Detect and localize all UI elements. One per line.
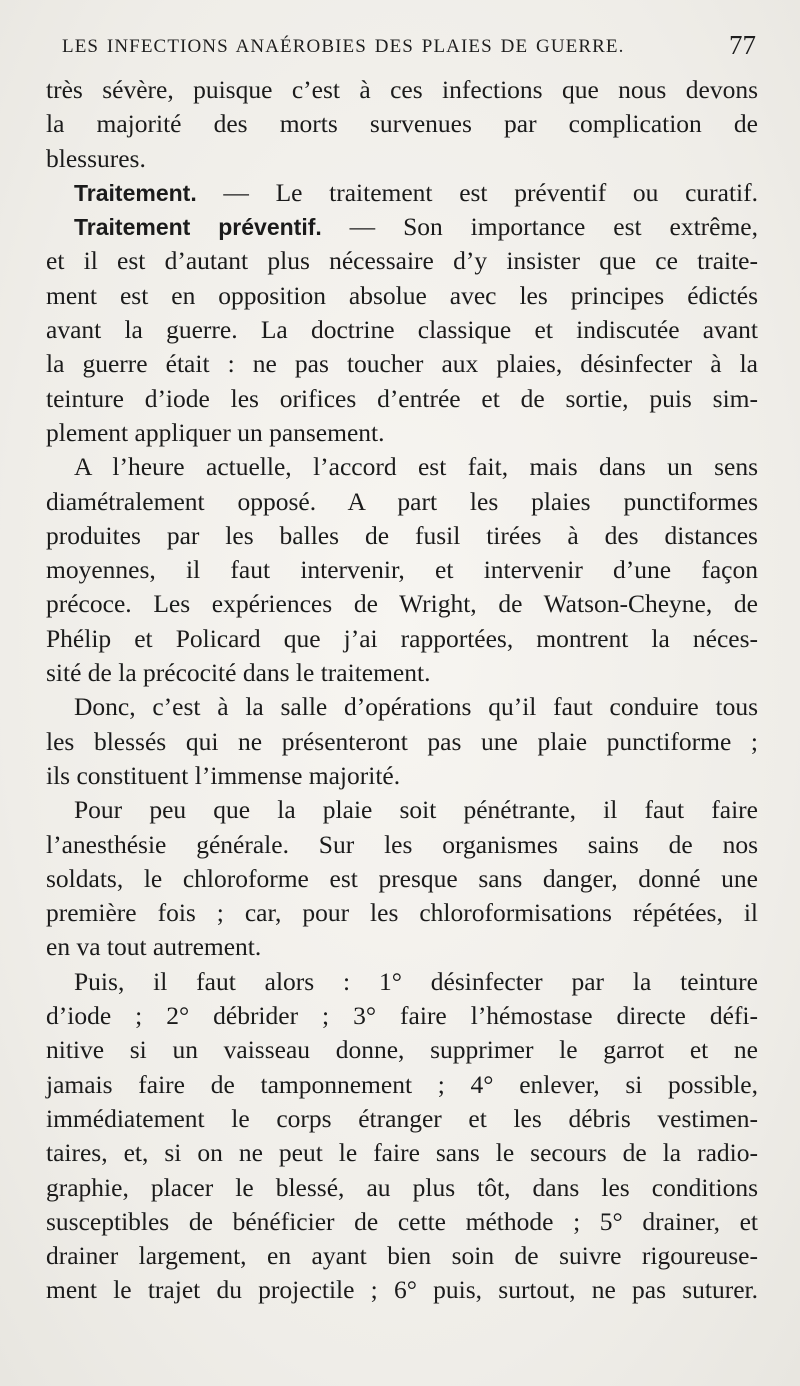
text-line: soldats, le chloroforme est presque sans danger, donné une — [46, 863, 758, 893]
section-heading-line: Traitement préventif. — Son importance est extrême, — [74, 212, 758, 242]
text-line: Puis, il faut alors : 1° désinfecter par la teinture — [74, 966, 758, 996]
text-line: A l’heure actuelle, l’accord est fait, mais dans un sens — [74, 452, 758, 482]
text-line: ment est en opposition absolue avec les principes édictés — [46, 280, 758, 310]
text-line: l’anesthésie générale. Sur les organismes sains de nos — [46, 829, 758, 859]
text-line: moyennes, il faut intervenir, et intervenir d’une façon — [46, 555, 758, 585]
section-heading: Traitement préventif. — [74, 214, 322, 241]
page-number: 77 — [729, 30, 756, 60]
text-line: graphie, placer le blessé, au plus tôt, dans les conditions — [46, 1172, 758, 1202]
text-line: sité de la précocité dans le traitement. — [46, 658, 431, 688]
text-line: taires, et, si on ne peut le faire sans le secours de la radio- — [46, 1138, 758, 1168]
text-line: très sévère, puisque c’est à ces infections que nous devons — [46, 75, 758, 104]
section-heading-line: Traitement. — Le traitement est préventif ou curatif. — [74, 177, 758, 207]
text-line: nitive si un vaisseau donne, supprimer le garrot et ne — [46, 1035, 758, 1065]
text-line: avant la guerre. La doctrine classique et indiscutée avant — [46, 315, 758, 345]
text-line: et il est d’autant plus nécessaire d’y insister que ce traite- — [46, 246, 758, 276]
text-line: les blessés qui ne présenteront pas une plaie punctiforme ; — [46, 726, 758, 756]
text-line: Pour peu que la plaie soit pénétrante, il faut faire — [74, 795, 758, 825]
text-line: la majorité des morts survenues par complication de — [46, 109, 758, 139]
text-line: ment le trajet du projectile ; 6° puis, surtout, ne pas suturer. — [46, 1275, 758, 1305]
text-line: immédiatement le corps étranger et les débris vestimen- — [46, 1103, 758, 1133]
text-line: jamais faire de tamponnement ; 4° enlever, si possible, — [46, 1069, 758, 1099]
text-line: précoce. Les expériences de Wright, de Watson-Cheyne, de — [46, 589, 758, 619]
text-line: teinture d’iode les orifices d’entrée et de sortie, puis sim- — [46, 383, 758, 413]
text-line: la guerre était : ne pas toucher aux plaies, désinfecter à la — [46, 349, 758, 379]
text-line: en va tout autrement. — [46, 932, 262, 962]
text-line: première fois ; car, pour les chloroformisations répétées, il — [46, 898, 758, 928]
text-line: Donc, c’est à la salle d’opérations qu’il faut conduire tous — [74, 692, 758, 722]
running-title: LES INFECTIONS ANAÉROBIES DES PLAIES DE GUERRE. — [62, 36, 625, 57]
text-line: Phélip et Policard que j’ai rapportées, montrent la néces- — [46, 623, 758, 653]
text-line: susceptibles de bénéficier de cette méthode ; 5° drainer, et — [46, 1206, 758, 1236]
running-header — [56, 30, 756, 64]
body-text — [46, 73, 758, 1308]
text-line: ils constituent l’immense majorité. — [46, 760, 401, 790]
section-heading: Traitement. — [74, 179, 197, 206]
text-line: drainer largement, en ayant bien soin de suivre rigoureuse- — [46, 1241, 758, 1271]
text-line: blessures. — [46, 143, 146, 173]
text-line: diamétralement opposé. A part les plaies punctiformes — [46, 486, 758, 516]
text-line: produites par les balles de fusil tirées à des distances — [46, 520, 758, 550]
text-line: plement appliquer un pansement. — [46, 417, 385, 447]
text-line: d’iode ; 2° débrider ; 3° faire l’hémostase directe défi- — [46, 1001, 758, 1031]
